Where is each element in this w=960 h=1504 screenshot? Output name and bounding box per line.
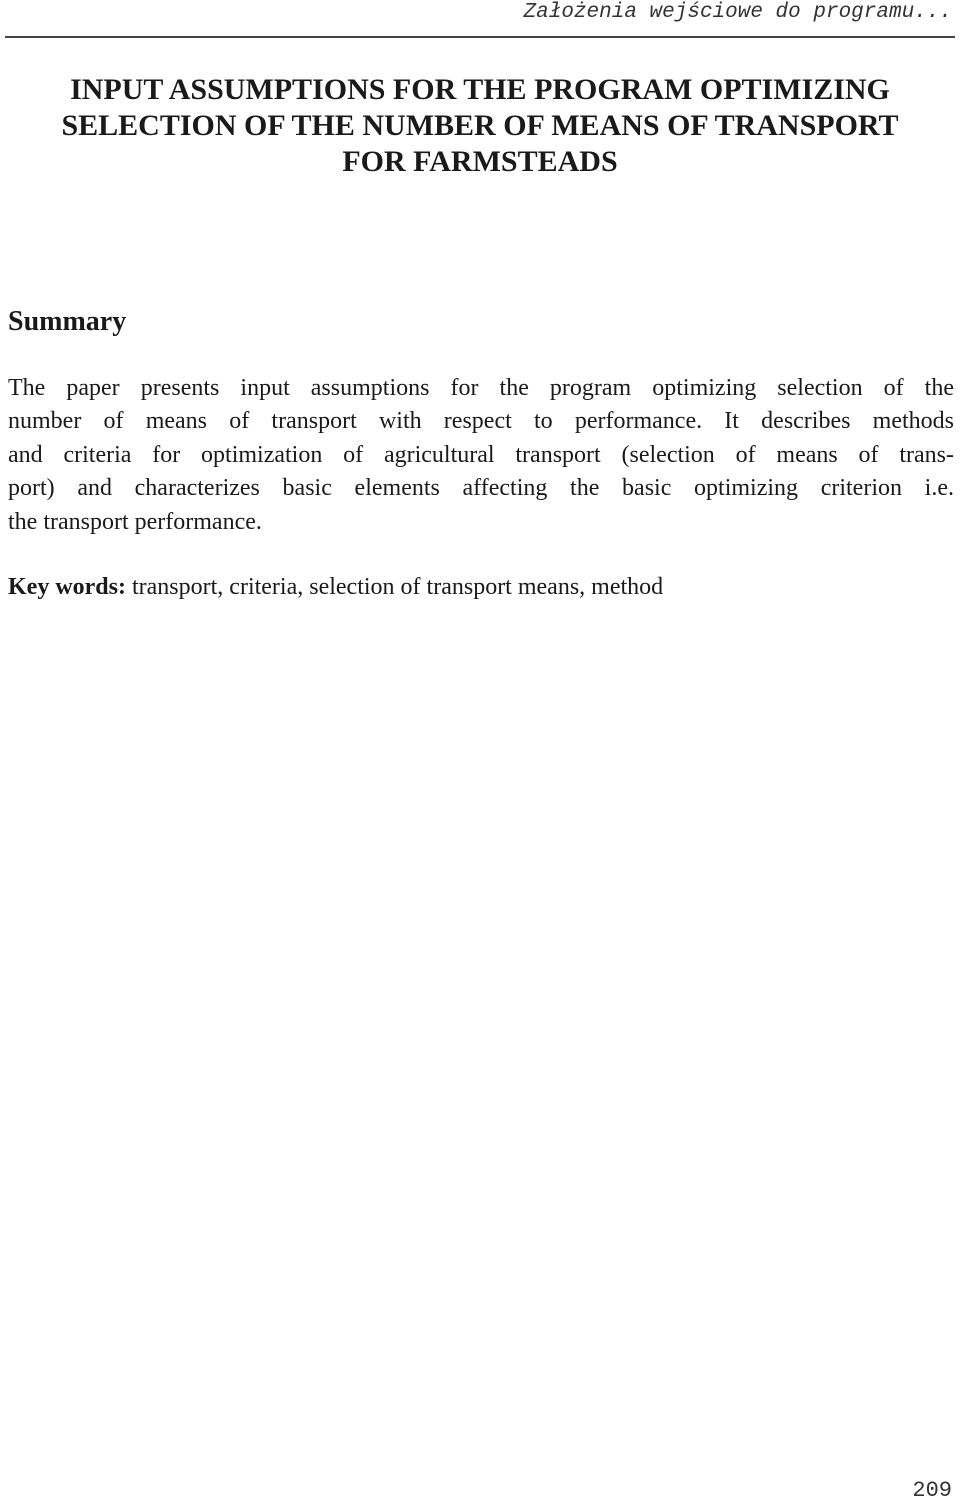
title-line: SELECTION OF THE NUMBER OF MEANS OF TRANSPORT [61,109,899,142]
header-rule [5,36,955,38]
summary-line: and criteria for optimization of agricultural transport (selection of means of trans- [8,441,954,468]
keywords-text: transport, criteria, selection of transport means, method [125,574,664,600]
keywords-label: Key words: [8,574,126,600]
summary-heading: Summary [8,306,127,337]
summary-line: number of means of transport with respect to performance. It describes methods [8,408,954,435]
summary-line: The paper presents input assumptions for the program optimizing selection of the [8,375,954,401]
title-line: FOR FARMSTEADS [342,145,618,178]
paper-title [0,72,960,180]
summary-text [8,372,954,539]
running-header: Założenia wejściowe do programu... [523,1,952,24]
summary-line: port) and characterizes basic elements affecting the basic optimizing criterion i.e. [8,475,954,502]
title-line: INPUT ASSUMPTIONS FOR THE PROGRAM OPTIMIZING [70,73,890,106]
page-number: 209 [912,1478,952,1503]
summary-line: the transport performance. [8,508,262,535]
keywords [8,570,663,604]
